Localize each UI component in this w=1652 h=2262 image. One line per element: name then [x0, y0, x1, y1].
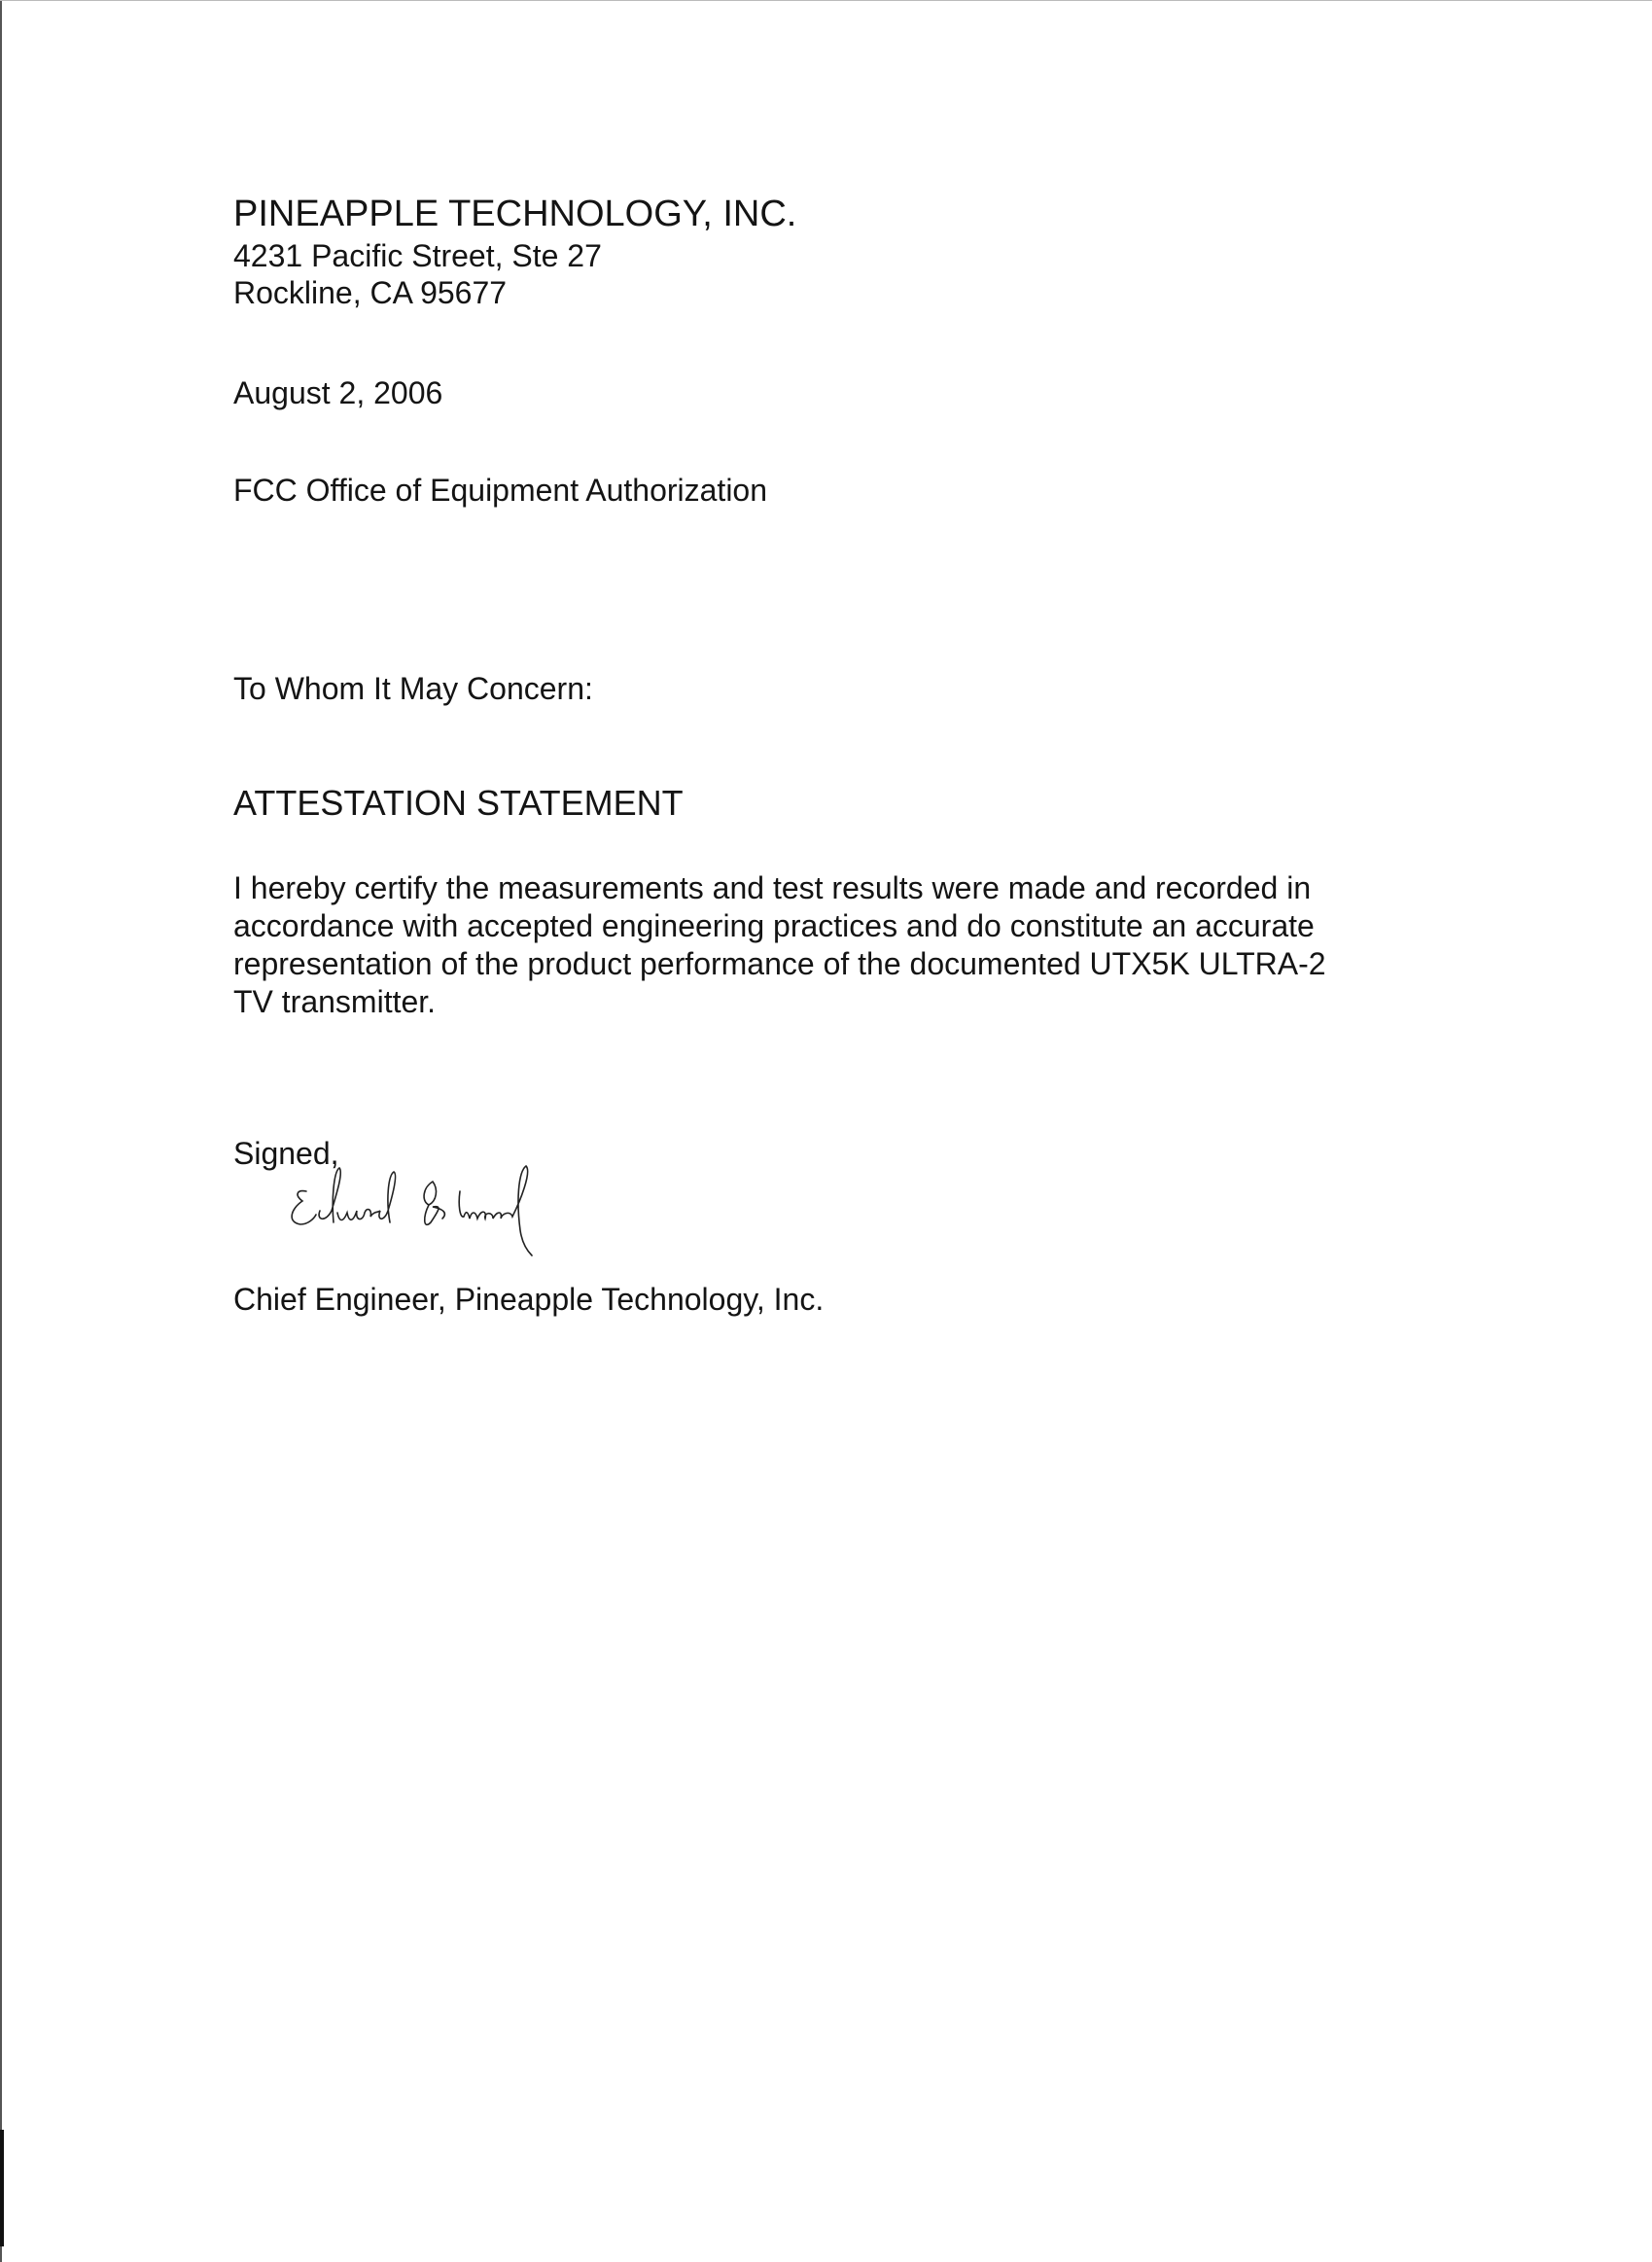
recipient: FCC Office of Equipment Authorization: [233, 473, 768, 508]
scan-mark: [0, 2130, 4, 2246]
scan-edge-top: [0, 0, 1652, 1]
closing: Signed,: [233, 1136, 339, 1171]
salutation: To Whom It May Concern:: [233, 671, 593, 706]
body-line: accordance with accepted engineering practices and do constitute an accurate: [233, 908, 1315, 943]
address-line-2: Rockline, CA 95677: [233, 275, 508, 310]
letter-date: August 2, 2006: [233, 375, 443, 410]
handwritten-signature: [287, 1162, 569, 1259]
address-line-1: 4231 Pacific Street, Ste 27: [233, 238, 602, 273]
body-line: I hereby certify the measurements and test results were made and recorded in: [233, 870, 1312, 905]
signer-title: Chief Engineer, Pineapple Technology, Inc.: [233, 1282, 825, 1317]
scan-edge: [0, 0, 2, 2262]
body-line: TV transmitter.: [233, 984, 437, 1019]
body-line: representation of the product performance of the documented UTX5K ULTRA-2: [233, 946, 1326, 981]
statement-title: ATTESTATION STATEMENT: [233, 783, 684, 823]
company-name: PINEAPPLE TECHNOLOGY, INC.: [233, 194, 797, 234]
statement-body: [233, 869, 1326, 1021]
